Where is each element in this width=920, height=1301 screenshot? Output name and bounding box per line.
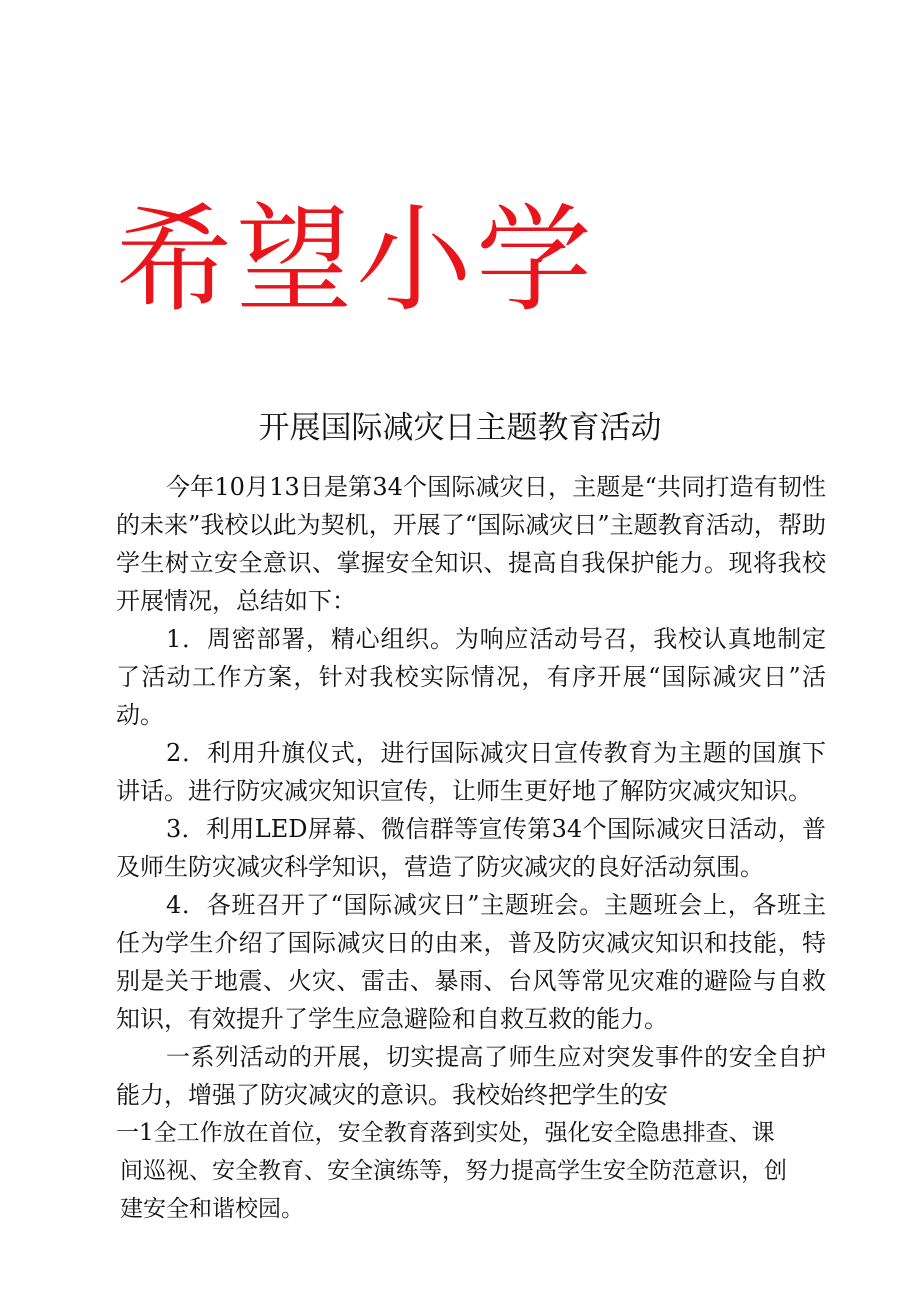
conclusion-line-3: 建安全和谐校园。: [120, 1196, 304, 1222]
conclusion-line-2: 间巡视、安全教育、安全演练等，努力提高学生安全防范意识，创: [120, 1158, 787, 1184]
paragraph-item-3: 3．利用LED屏幕、微信群等宣传第34个国际减灾日活动，普及师生防灾减灾科学知识，营造了防灾减灾的良好活动氛围。: [116, 815, 826, 881]
paragraph-item-1: 1．周密部署，精心组织。为响应活动号召，我校认真地制定了活动工作方案，针对我校实际情况，有序开展“国际减灾日”活动。: [116, 625, 826, 729]
document-title: 开展国际减灾日主题教育活动: [258, 410, 662, 446]
paragraph-intro: 今年10月13日是第34个国际减灾日，主题是“共同打造有韧性的未来”我校以此为契机，开展了“国际减灾日”主题教育活动，帮助学生树立安全意识、掌握安全知识、提高自我保护能力。现将我校开展情况，总结如下：: [116, 473, 826, 615]
paragraph-conclusion: 一系列活动的开展，切实提高了师生应对突发事件的安全自护能力，增强了防灾减灾的意识。我校始终把学生的安: [116, 1043, 826, 1109]
conclusion-line-1: 一1全工作放在首位，安全教育落到实处，强化安全隐患排查、课: [116, 1120, 775, 1146]
school-name-heading: 希望小学: [116, 193, 596, 328]
document-body: [116, 468, 826, 1228]
paragraph-item-4: 4．各班召开了“国际减灾日”主题班会。主题班会上，各班主任为学生介绍了国际减灾日的由来，普及防灾减灾知识和技能，特别是关于地震、火灾、雷击、暴雨、台风等常见灾难的避险与自救知识，有效提升了学生应急避险和自救互救的能力。: [116, 891, 826, 1033]
paragraph-item-2: 2．利用升旗仪式，进行国际减灾日宣传教育为主题的国旗下讲话。进行防灾减灾知识宣传，让师生更好地了解防灾减灾知识。: [116, 739, 826, 805]
